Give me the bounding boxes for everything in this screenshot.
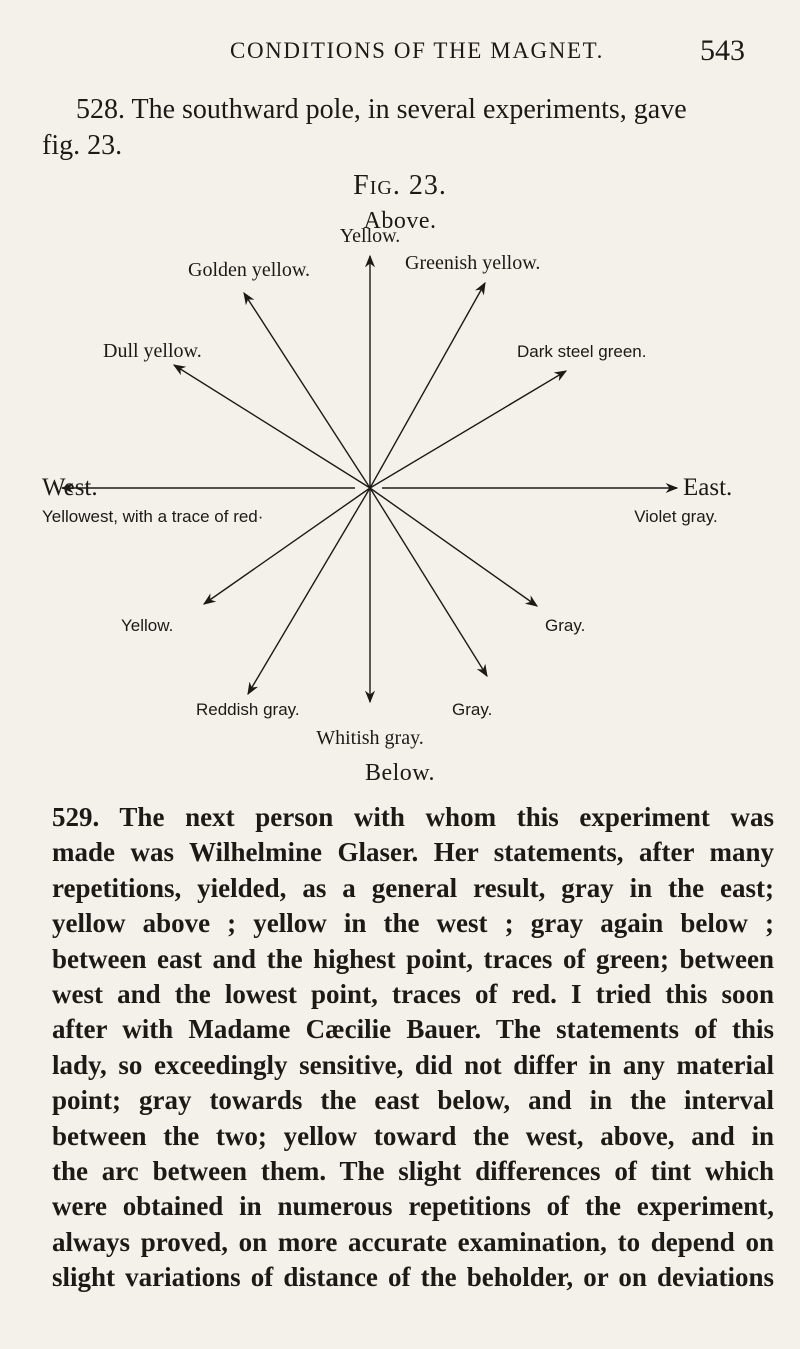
ray-gray-right [370, 488, 537, 606]
ray-greenish-yellow [370, 283, 485, 488]
label-gray-right: Gray. [545, 616, 586, 635]
ray-gray-lower-right [370, 488, 487, 676]
label-yellow-top: Yellow. [339, 225, 401, 247]
paragraph-line: between the two; yellow toward the west, above, and in [52, 1120, 774, 1151]
label-yellowest: Yellowest, with a trace of red· [42, 507, 264, 526]
ray-reddish-gray [248, 488, 370, 694]
label-greenish-yellow: Greenish yellow. [405, 252, 541, 274]
figure-above-label: Above. [363, 208, 437, 234]
label-whitish-gray: Whitish gray. [316, 727, 424, 749]
label-golden-yellow: Golden yellow. [188, 259, 311, 281]
label-east: East. [683, 474, 733, 501]
paragraph-line: always proved, on more accurate examination, to depend on [52, 1226, 774, 1257]
paragraph-529 [52, 800, 774, 1296]
paragraph-line: yellow above ; yellow in the west ; gray again below ; [52, 908, 774, 939]
label-west: West. [42, 474, 98, 501]
ray-yellow-lower-left [204, 488, 370, 604]
label-reddish-gray: Reddish gray. [196, 700, 300, 719]
running-title: CONDITIONS OF THE MAGNET. [230, 38, 604, 63]
paragraph-line: point; gray towards the east below, and in the interval [52, 1085, 774, 1116]
paragraph-line: the arc between them. The slight differences of tint which [52, 1156, 774, 1187]
ray-dull-yellow [174, 365, 370, 488]
paragraph-528-line-2: fig. 23. [42, 130, 123, 161]
ray-golden-yellow [244, 293, 370, 488]
paragraph-line: west and the lowest point, traces of red. I tried this soon [52, 979, 774, 1010]
figure-below-label: Below. [364, 760, 436, 786]
paragraph-line: lady, so exceedingly sensitive, did not differ in any material [52, 1049, 774, 1080]
paragraph-line: repetitions, yielded, as a general result, gray in the east; [52, 872, 774, 903]
label-dark-steel-green: Dark steel green. [517, 342, 647, 361]
paragraph-line: 529. The next person with whom this experiment was [52, 802, 774, 832]
diagram-rays [62, 256, 677, 702]
paragraph-line: after with Madame Cæcilie Bauer. The statements of this [52, 1014, 774, 1045]
label-violet-gray: Violet gray. [634, 507, 718, 526]
ray-dark-steel-green [370, 371, 566, 488]
paragraph-528-line-1: 528. The southward pole, in several experiments, gave [76, 94, 687, 125]
label-dull-yellow: Dull yellow. [103, 340, 202, 362]
label-yellow-lower-left: Yellow. [121, 616, 174, 635]
paragraph-line: were obtained in numerous repetitions of the experiment, [52, 1191, 774, 1222]
page-number: 543 [700, 34, 745, 67]
paragraph-line: slight variations of distance of the beholder, or on deviations [52, 1262, 774, 1293]
paragraph-line: made was Wilhelmine Glaser. Her statements, after many [52, 837, 774, 868]
paragraph-line: between east and the highest point, traces of green; between [52, 943, 774, 974]
label-gray-lower-right: Gray. [452, 700, 493, 719]
figure-caption: Fig. 23. [353, 170, 447, 201]
